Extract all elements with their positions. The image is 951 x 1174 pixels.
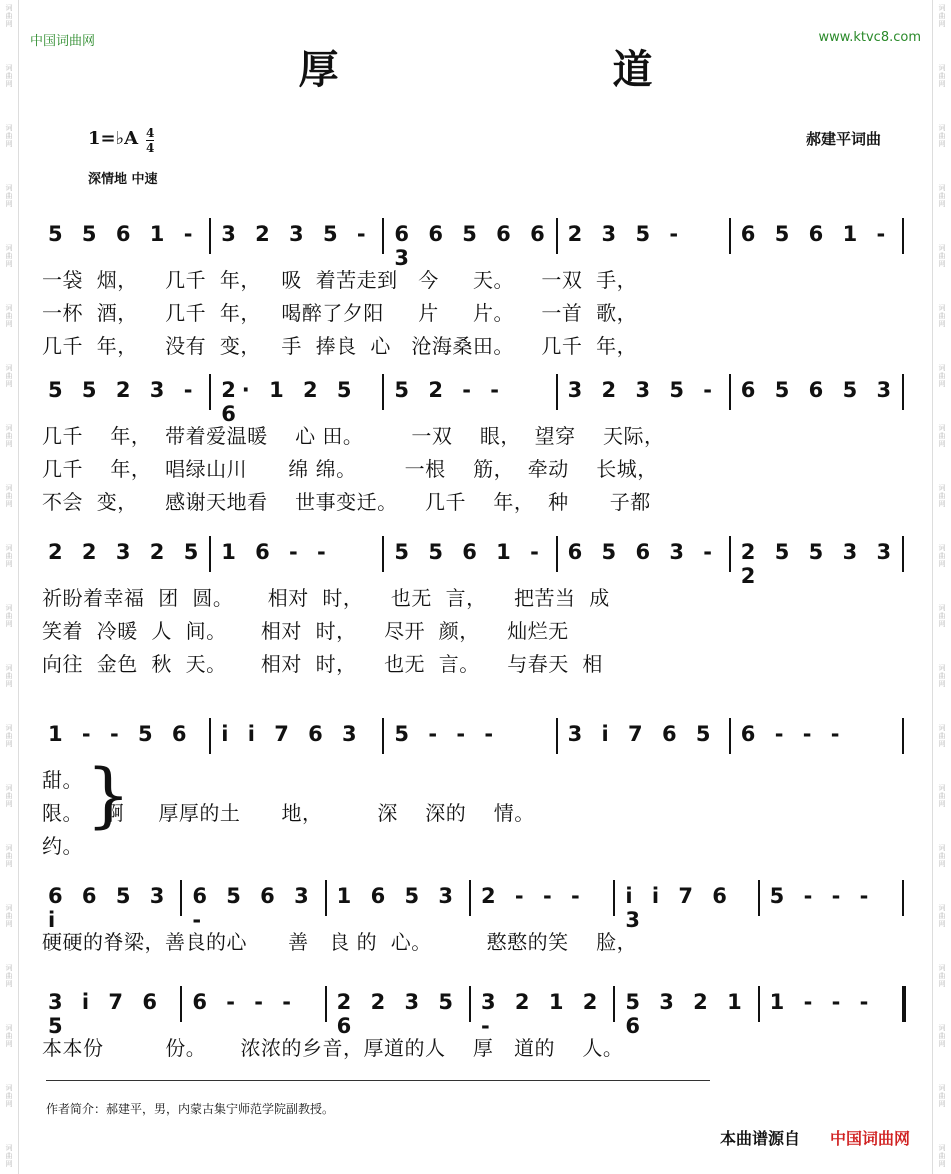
measure: 3 2 1 2 - — [481, 990, 604, 1038]
measure: 1 6 - - — [221, 540, 332, 564]
lyric-line: 限。 啊 厚厚的土 地， 深 深的 情。 — [42, 801, 535, 825]
notation-line — [42, 990, 908, 1038]
bar-line — [556, 218, 558, 254]
measure: 2 - - - — [481, 884, 586, 908]
bar-line — [613, 880, 615, 916]
lyric-line: 本本份 份。 浓浓的乡音，厚道的人 厚 道的 人。 — [42, 1036, 624, 1060]
footnote-divider — [46, 1080, 710, 1081]
edge-watermark-text: 词曲网 — [938, 64, 946, 88]
notation-line — [42, 722, 908, 754]
measure: i i 7 6 3 — [221, 722, 363, 746]
edge-watermark-text: 词曲网 — [5, 1084, 13, 1108]
edge-watermark-text: 词曲网 — [938, 964, 946, 988]
time-bottom: 4 — [146, 141, 155, 155]
edge-watermark-text: 词曲网 — [5, 124, 13, 148]
edge-watermark-text: 词曲网 — [938, 844, 946, 868]
measure: 6 6 5 6 6 3 — [394, 222, 551, 270]
left-watermark-strip — [0, 0, 19, 1174]
edge-watermark-text: 词曲网 — [5, 784, 13, 808]
bar-line — [729, 718, 731, 754]
edge-watermark-text: 词曲网 — [5, 304, 13, 328]
bar-line — [180, 986, 182, 1022]
bar-line — [902, 374, 904, 410]
measure: 3 i 7 6 5 — [48, 990, 163, 1038]
measure: 5 5 6 1 - — [48, 222, 199, 246]
edge-watermark-text: 词曲网 — [938, 244, 946, 268]
lyric-line: 约。 — [42, 834, 83, 858]
bar-line — [902, 718, 904, 754]
measure: 5 3 2 1 6 — [625, 990, 748, 1038]
measure: 6 5 6 5 3 — [740, 378, 898, 402]
edge-watermark-text: 词曲网 — [938, 124, 946, 148]
notation-line — [42, 884, 908, 932]
bar-line — [902, 880, 904, 916]
edge-watermark-text: 词曲网 — [938, 664, 946, 688]
bar-line — [469, 986, 471, 1022]
edge-watermark-text: 词曲网 — [5, 64, 13, 88]
bar-line — [382, 218, 384, 254]
measure: 5 - - - — [394, 722, 500, 746]
edge-watermark-text: 词曲网 — [938, 724, 946, 748]
measure: 1 6 5 3 — [336, 884, 460, 908]
edge-watermark-text: 词曲网 — [938, 4, 946, 28]
measure: 5 5 6 1 - — [394, 540, 545, 564]
lyric-line: 一杯 酒， 几千 年， 喝醉了夕阳 片 片。 一首 歌， — [42, 301, 638, 325]
edge-watermark-text: 词曲网 — [938, 544, 946, 568]
measure: 2 2 3 2 5 — [48, 540, 205, 564]
lyric-line: 甜。 — [42, 768, 83, 792]
edge-watermark-text: 词曲网 — [5, 484, 13, 508]
edge-watermark-text: 词曲网 — [938, 424, 946, 448]
key-signature: 1=♭A — [88, 128, 139, 149]
bar-line — [382, 374, 384, 410]
edge-watermark-text: 词曲网 — [5, 964, 13, 988]
lyric-line: 向往 金色 秋 天。 相对 时， 也无 言。 与春天 相 — [42, 652, 603, 676]
bar-line — [556, 718, 558, 754]
source-site-link[interactable]: 中国词曲网 — [830, 1129, 911, 1148]
edge-watermark-text: 词曲网 — [5, 904, 13, 928]
measure: 2 2 3 5 6 — [336, 990, 460, 1038]
edge-watermark-text: 词曲网 — [5, 1024, 13, 1048]
notation-line — [42, 222, 908, 270]
lyric-line: 一袋 烟， 几千 年， 吸 着苦走到 今 天。 一双 手， — [42, 268, 638, 292]
edge-watermark-text: 词曲网 — [938, 304, 946, 328]
measure: 6 5 6 3 - — [192, 884, 315, 932]
bar-line — [556, 374, 558, 410]
measure: 3 2 3 5 - — [567, 378, 719, 402]
measure: 2· 1 2 5 6 — [221, 378, 358, 426]
bar-line — [556, 536, 558, 572]
bar-line — [325, 986, 327, 1022]
time-signature — [146, 126, 154, 155]
edge-watermark-text: 词曲网 — [938, 1024, 946, 1048]
lyric-line: 硬硬的脊梁，善良的心 善 良 的 心。 憨憨的笑 脸， — [42, 930, 638, 954]
bar-line — [613, 986, 615, 1022]
author-note: 作者简介：郝建平，男，内蒙古集宁师范学院副教授。 — [46, 1102, 335, 1116]
bar-line — [382, 536, 384, 572]
measure: 6 6 5 3 i — [48, 884, 171, 932]
bar-line — [180, 880, 182, 916]
measure: 3 2 3 5 - — [221, 222, 372, 246]
measure: 6 - - - — [740, 722, 846, 746]
lyric-line: 祈盼着幸福 团 圆。 相对 时， 也无 言， 把苦当 成 — [42, 586, 610, 610]
time-top: 4 — [146, 126, 155, 140]
bar-line — [758, 986, 760, 1022]
edge-watermark-text: 词曲网 — [5, 184, 13, 208]
edge-watermark-text: 词曲网 — [938, 604, 946, 628]
edge-watermark-text: 词曲网 — [5, 424, 13, 448]
bar-line — [209, 718, 211, 754]
measure: 2 3 5 - — [567, 222, 685, 246]
right-watermark-strip — [932, 0, 951, 1174]
edge-watermark-text: 词曲网 — [938, 904, 946, 928]
bar-line — [325, 880, 327, 916]
lyric-line: 几千 年， 唱绿山川 绵 绵。 一根 筋， 牵动 长城， — [42, 457, 658, 481]
measure: 6 - - - — [192, 990, 298, 1014]
song-title: 厚 道 — [298, 46, 783, 93]
tempo-marking: 深情地 中速 — [88, 172, 158, 187]
edge-watermark-text: 词曲网 — [938, 784, 946, 808]
bar-line — [729, 218, 731, 254]
bar-line — [902, 218, 904, 254]
bar-line — [758, 880, 760, 916]
edge-watermark-text: 词曲网 — [5, 1144, 13, 1168]
measure: 1 - - - — [769, 990, 875, 1014]
bar-line — [902, 536, 904, 572]
measure: i i 7 6 3 — [625, 884, 733, 932]
site-name-left[interactable]: 中国词曲网 — [30, 34, 96, 49]
lyric-line: 几千 年， 带着爱温暖 心 田。 一双 眼， 望穿 天际， — [42, 424, 665, 448]
notation-line — [42, 378, 908, 426]
edge-watermark-text: 词曲网 — [5, 724, 13, 748]
bar-line — [902, 986, 906, 1022]
edge-watermark-text: 词曲网 — [5, 544, 13, 568]
bar-line — [209, 374, 211, 410]
bar-line — [382, 718, 384, 754]
notation-line — [42, 540, 908, 588]
lyric-line: 笑着 冷暖 人 间。 相对 时， 尽开 颜， 灿烂无 — [42, 619, 569, 643]
composer-credit: 郝建平词曲 — [806, 130, 882, 148]
measure: 2 5 5 3 3 2 — [740, 540, 898, 588]
lyric-line: 几千 年， 没有 变， 手 捧良 心 沧海桑田。 几千 年， — [42, 334, 638, 358]
measure: 5 2 - - — [394, 378, 505, 402]
lyric-line: 不会 变， 感谢天地看 世事变迁。 几千 年， 种 子都 — [42, 490, 651, 514]
measure: 5 5 2 3 - — [48, 378, 199, 402]
bar-line — [209, 218, 211, 254]
edge-watermark-text: 词曲网 — [938, 1084, 946, 1108]
bar-line — [209, 536, 211, 572]
edge-watermark-text: 词曲网 — [938, 364, 946, 388]
edge-watermark-text: 词曲网 — [5, 664, 13, 688]
bar-line — [729, 374, 731, 410]
verse-brace: } — [86, 754, 131, 836]
site-url-right[interactable]: www.ktvc8.com — [818, 30, 921, 45]
measure: 1 - - 5 6 — [48, 722, 193, 746]
source-label: 本曲谱源自 — [720, 1129, 801, 1148]
measure: 5 - - - — [769, 884, 875, 908]
edge-watermark-text: 词曲网 — [5, 244, 13, 268]
edge-watermark-text: 词曲网 — [938, 1144, 946, 1168]
bar-line — [729, 536, 731, 572]
measure: 6 5 6 1 - — [740, 222, 892, 246]
measure: 3 i 7 6 5 — [567, 722, 717, 746]
measure: 6 5 6 3 - — [567, 540, 719, 564]
edge-watermark-text: 词曲网 — [5, 604, 13, 628]
bar-line — [469, 880, 471, 916]
edge-watermark-text: 词曲网 — [5, 4, 13, 28]
edge-watermark-text: 词曲网 — [938, 184, 946, 208]
edge-watermark-text: 词曲网 — [938, 484, 946, 508]
edge-watermark-text: 词曲网 — [5, 844, 13, 868]
edge-watermark-text: 词曲网 — [5, 364, 13, 388]
